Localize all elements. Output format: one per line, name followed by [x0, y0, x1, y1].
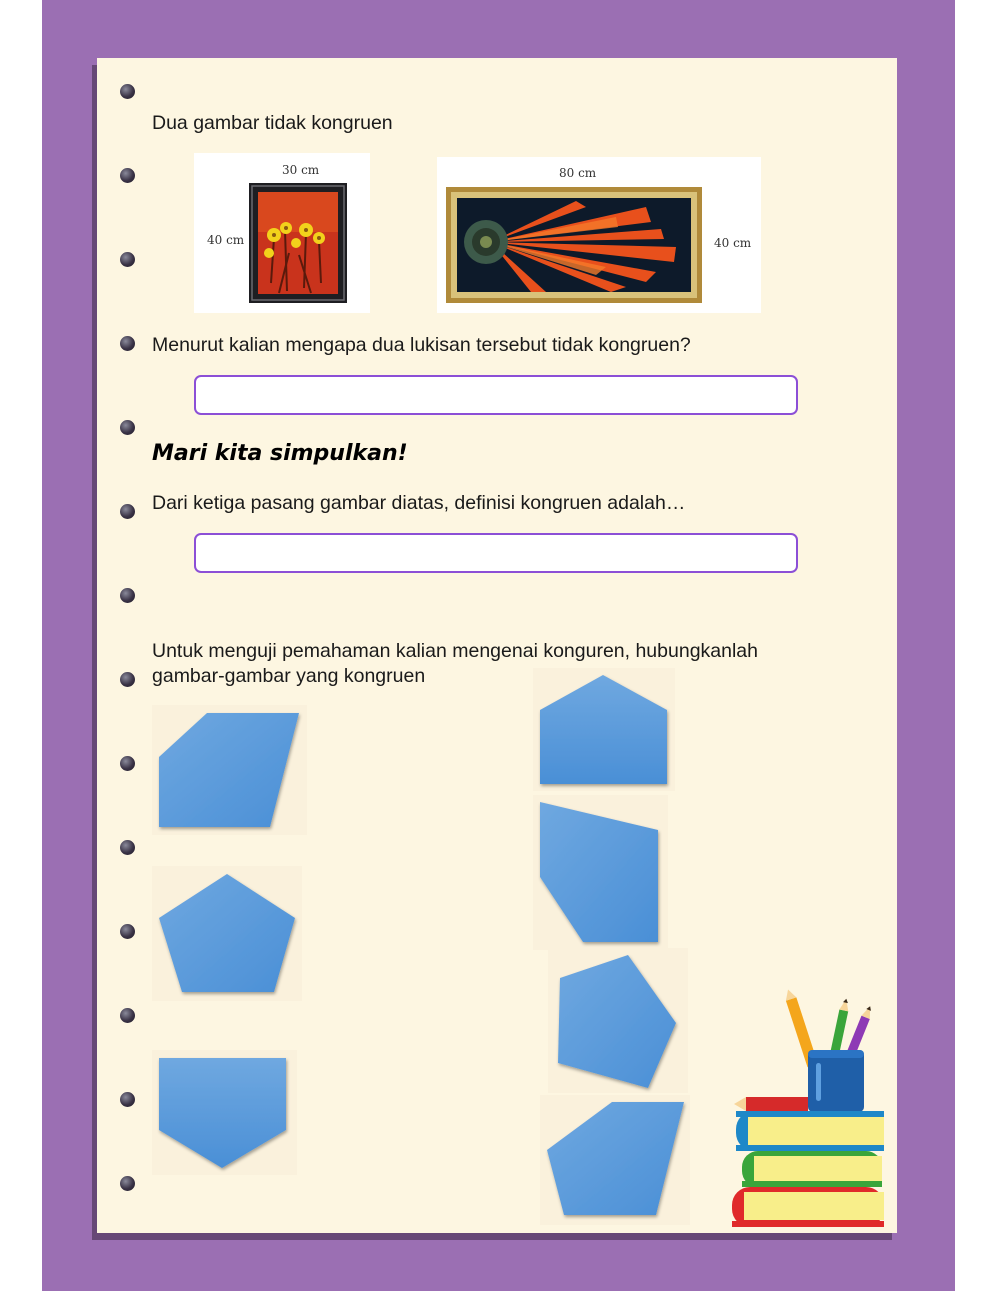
binder-hole	[120, 756, 135, 771]
definition-prompt-text: Dari ketiga pasang gambar diatas, definisi kongruen adalah…	[152, 492, 686, 514]
shape-right-pentagon-rotated[interactable]	[548, 948, 688, 1093]
large-painting-height-label: 40 cm	[714, 236, 752, 250]
binder-hole	[120, 924, 135, 939]
binder-hole	[120, 1092, 135, 1107]
binder-hole	[120, 168, 135, 183]
small-flower-painting	[249, 183, 347, 303]
question-text: Menurut kalian mengapa dua lukisan tersebut tidak kongruen?	[152, 334, 691, 356]
books-pencils-illustration	[728, 985, 888, 1230]
reason-answer-box[interactable]	[194, 375, 798, 415]
binder-hole	[120, 336, 135, 351]
shape-left-pentagon-pointed-down[interactable]	[152, 1050, 297, 1175]
binder-hole	[120, 1176, 135, 1191]
small-painting-height-label: 40 cm	[207, 233, 245, 247]
large-flower-painting	[446, 187, 702, 303]
small-painting-width-label: 30 cm	[282, 163, 320, 177]
conclusion-heading: Mari kita simpulkan!	[152, 441, 408, 466]
binder-hole	[120, 420, 135, 435]
binder-hole	[120, 1008, 135, 1023]
shape-right-pentagon-pointed-up[interactable]	[533, 668, 675, 791]
caption-text: Dua gambar tidak kongruen	[152, 112, 393, 134]
binder-hole	[120, 840, 135, 855]
large-painting-width-label: 80 cm	[559, 166, 597, 180]
shape-left-pentagon[interactable]	[152, 866, 302, 1001]
shape-right-quadrilateral-rotated[interactable]	[540, 1095, 690, 1225]
instruction-line-1: Untuk menguji pemahaman kalian mengenai konguren, hubungkanlah	[152, 640, 758, 662]
shape-left-quadrilateral[interactable]	[152, 705, 307, 835]
binder-hole	[120, 672, 135, 687]
binder-hole	[120, 588, 135, 603]
binder-hole	[120, 84, 135, 99]
binder-hole	[120, 252, 135, 267]
binder-hole	[120, 504, 135, 519]
instruction-line-2: gambar-gambar yang kongruen	[152, 665, 426, 687]
definition-answer-box[interactable]	[194, 533, 798, 573]
shape-right-irregular-pentagon[interactable]	[533, 795, 668, 950]
